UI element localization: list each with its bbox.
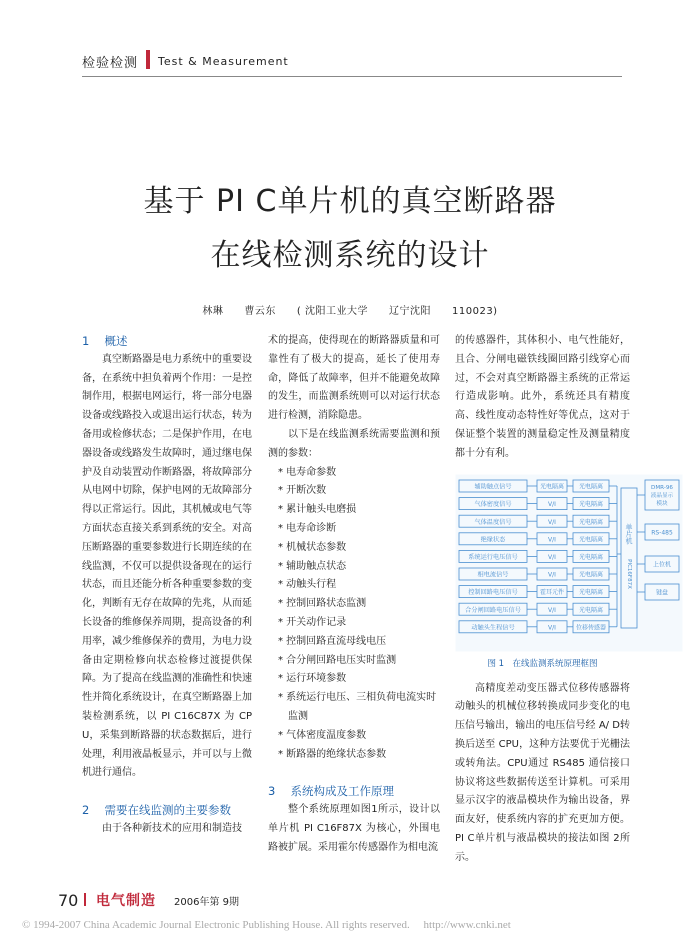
- output-block-label: RS-485: [651, 529, 673, 537]
- footer-divider-bar: [84, 893, 86, 906]
- input-block-label: 相电流信号: [477, 571, 509, 579]
- stage3-block-label: 光电隔离: [578, 553, 604, 561]
- block-diagram-svg: [455, 474, 683, 652]
- parameter-item: * 系统运行电压、三相负荷电流实时监测: [278, 692, 437, 722]
- parameter-item: * 电寿命参数: [278, 466, 337, 478]
- section-heading-system: 3 系统构成及工作原理: [268, 784, 394, 799]
- parameter-item: * 断路器的绝缘状态参数: [278, 748, 387, 760]
- page-number: 70: [58, 891, 79, 910]
- stage3-block-label: 光电隔离: [578, 483, 604, 491]
- input-block-label: 动触头生程信号: [471, 623, 515, 631]
- journal-name: 电气制造: [96, 893, 156, 909]
- section-heading-overview: 1 概述: [82, 334, 128, 348]
- stage2-block-label: V/I: [548, 553, 556, 561]
- input-block-label: 控制回路电压信号: [468, 588, 518, 596]
- stage3-block-label: 光电隔离: [578, 606, 604, 614]
- author-affiliation: 林琳 曹云东 ( 沈阳工业大学 辽宁沈阳 110023): [202, 306, 498, 317]
- figure-1-block-diagram: [455, 474, 683, 652]
- output-block-label: 上位机: [652, 561, 672, 569]
- stage2-block-label: V/I: [548, 535, 556, 543]
- stage3-block-label: 光电隔离: [578, 535, 604, 543]
- article-title-line-1: 基于 PI C单片机的真空断路器: [143, 184, 557, 219]
- parameter-item: * 控制回路状态监测: [278, 598, 367, 610]
- section-heading-parameters: 2 需要在线监测的主要参数: [82, 803, 231, 818]
- paragraph-parameters-start: 由于各种新技术的应用和制造技: [102, 822, 242, 834]
- cpu-label: 单片机: [625, 523, 633, 545]
- stage2-block-label: 霍耳元件: [539, 588, 565, 596]
- input-block-label: 绝缘状态: [480, 535, 506, 543]
- input-block-label: 辅助触点信号: [474, 483, 512, 491]
- header-divider-bar: [146, 50, 150, 69]
- parameter-item: * 电寿命诊断: [278, 522, 337, 534]
- parameter-item: * 控制回路直流母线电压: [278, 635, 387, 647]
- parameter-item: * 开断次数: [278, 485, 327, 497]
- header-rule: [82, 76, 622, 77]
- figure-1-caption: 图 1 在线监测系统原理框图: [487, 658, 598, 669]
- parameter-item: * 动触头行程: [278, 579, 337, 591]
- input-block-label: 系统运行电压信号: [468, 553, 518, 561]
- input-block-label: 气体温度信号: [474, 518, 512, 526]
- stage2-block-label: V/I: [548, 518, 556, 526]
- paragraph-continued: 术的提高，使得现在的断路器质量和可靠性有了极大的提高，延长了使用寿命，降低了故障率，但并不能避免故障的发生，而监测系统则可以对运行状态进行检测，消除隐患。: [268, 335, 440, 422]
- parameter-list: [268, 464, 440, 765]
- stage3-block-label: 光电隔离: [578, 588, 604, 596]
- stage2-block-label: V/I: [548, 623, 556, 631]
- paragraph-system: 整个系统原理如图1所示，设计以单片机 PI C16F87X 为核心，外围电路被扩展。采用霍尔传感器作为相电流: [268, 804, 440, 853]
- stage2-block-label: V/I: [548, 500, 556, 508]
- output-block-label: 液晶显示: [650, 492, 674, 499]
- running-header-subtitle: Test & Measurement: [158, 55, 289, 68]
- stage3-block-label: 光电隔离: [578, 571, 604, 579]
- copyright-watermark: © 1994-2007 China Academic Journal Electronic Publishing House. All rights reserved. http://www.cnki.net: [22, 919, 511, 931]
- column-1: [82, 332, 252, 839]
- parameter-item: * 机械状态参数: [278, 541, 347, 553]
- parameter-item: * 合分闸回路电压实时监测: [278, 654, 397, 666]
- running-header-section: 检验检测: [82, 56, 139, 71]
- column-3: [455, 332, 674, 868]
- journal-issue: 2006年第 9期: [174, 897, 239, 908]
- paragraph-overview: 真空断路器是电力系统中的重要设备，在系统中担负着两个作用：一是控制作用，根据电网运行，将一部分电器设备或线路投入或退出运行状态，转为备用或检修状态；二是保护作用，在电器设备或线路发生故障时，通过继电保护及自动装置动作断路器，将故障部分从电网中切除，保护电网的无故障部分得以正常运行。因此，其机械或电气等方面状态直接关系到系统的安全。对高压断路器的重要参数进行长期连续的在线监测，不仅可以提供设备现在的运行状态，而且还能分析各种重要参数的变化，判断有无存在故障的先兆，从而延长设备的维修保养周期，提高设备的利用率，减少维修保养的费用，为电力设备由定期检修向状态检修过渡提供保障。为了提高在线监测的准确性和快速性并简化系统设计，在真空断路器上加装检测系统，以 PI C16C87X 为 CPU，采集到断路器的状态数据后，进行处理，利用液晶板显示，并可以与上微机进行通信。: [82, 353, 252, 779]
- parameter-item: * 辅助触点状态: [278, 560, 347, 572]
- paragraph-sensor: 的传感器件，其体积小、电气性能好，且合、分闸电磁铁线圈回路引线穿心而过，不会对真空断路器主系统的正常运行造成影响。此外，系统还具有精度高、线性度动态特性好等优点，这对于保证整个装置的测量稳定性及测量精度都十分有利。: [455, 335, 630, 459]
- stage2-block-label: 光电隔离: [539, 483, 565, 491]
- output-block-label: 模块: [656, 500, 668, 507]
- paragraph-param-intro: 以下是在线监测系统需要监测和预测的参数：: [268, 428, 440, 459]
- paragraph-displacement: 高精度差动变压器式位移传感器将动触头的机械位移转换成同步变化的电压信号输出，输出的电压信号经 A/ D转换后送至 CPU，这种方法要优于光栅法或转角法。CPU通过 RS485 通信接口协议将这些数据传送至计算机。可采用显示汉字的液晶模块作为输出设备，界面友好，使系统内容的扩充更加方便。PI C单片机与液晶模块的接法如图 2所示。: [455, 682, 630, 863]
- output-block-label: DMR-96: [651, 484, 673, 491]
- input-block-label: 合分闸回路电压信号: [465, 606, 521, 614]
- article-title-line-2: 在线检测系统的设计: [210, 238, 490, 273]
- stage3-block-label: 光电隔离: [578, 518, 604, 526]
- column-2: [268, 332, 440, 858]
- parameter-item: * 气体密度温度参数: [278, 729, 367, 741]
- parameter-item: * 累计触头电磨损: [278, 504, 357, 516]
- stage3-block-label: 位移传感器: [575, 623, 607, 631]
- stage2-block-label: V/I: [548, 606, 556, 614]
- input-block-label: 气体密度信号: [474, 500, 512, 508]
- parameter-item: * 运行环境参数: [278, 673, 347, 685]
- parameter-item: * 开关动作记录: [278, 616, 347, 628]
- cpu-sub-label: PIC16F87X: [626, 558, 632, 589]
- output-block-label: 键盘: [655, 589, 669, 597]
- stage3-block-label: 光电隔离: [578, 500, 604, 508]
- stage2-block-label: V/I: [548, 571, 556, 579]
